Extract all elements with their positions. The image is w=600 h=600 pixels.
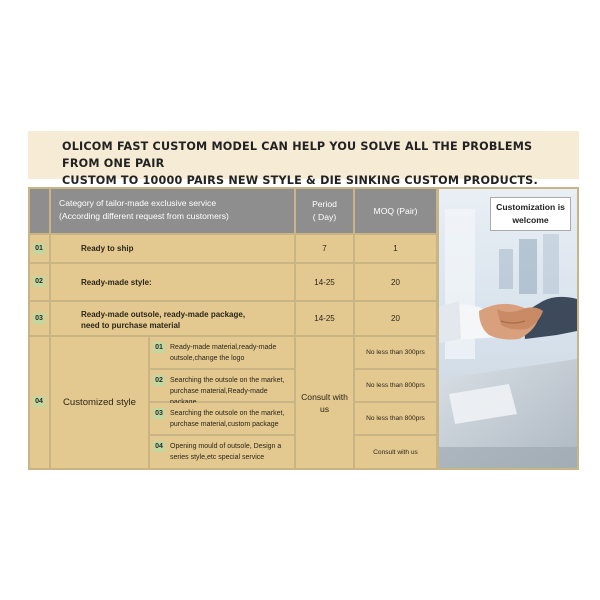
header-num-cell	[30, 189, 49, 233]
row-3-service	[51, 302, 294, 335]
custom-option-1-line-1: Ready-made material,ready-made	[170, 344, 277, 351]
custom-option-4	[150, 436, 294, 468]
customized-style-label: Customized style	[51, 337, 148, 468]
customized-period-line-1: Consult with	[301, 391, 348, 402]
header-category	[51, 189, 294, 233]
customized-period	[296, 337, 353, 468]
welcome-line-2: welcome	[512, 215, 549, 225]
row-3-period: 14-25	[296, 302, 353, 335]
row-2-service: Ready-made style:	[51, 264, 294, 300]
header-moq: MOQ (Pair)	[355, 189, 436, 233]
row-2-moq: 20	[355, 264, 436, 300]
custom-option-2-line-2: purchase material,Ready-made	[170, 388, 268, 395]
header-period-line-2: ( Day)	[312, 212, 337, 222]
headline-text	[62, 138, 562, 189]
row-1-service: Ready to ship	[51, 235, 294, 262]
headline-line-2: CUSTOM TO 10000 PAIRS NEW STYLE & DIE SINKING CUSTOM PRODUCTS.	[62, 174, 538, 187]
custom-option-3-line-2: purchase material,custom package	[170, 421, 279, 428]
header-category-line-1: Category of tailor-made exclusive service	[59, 198, 217, 208]
custom-option-1-num: 01	[153, 342, 165, 353]
custom-option-1	[150, 337, 294, 368]
custom-option-1-moq: No less than 300prs	[355, 337, 436, 368]
header-period-line-1: Period	[312, 199, 337, 209]
row-1-moq: 1	[355, 235, 436, 262]
row-2-num: 02	[33, 276, 45, 287]
headline-line-1: OLICOM FAST CUSTOM MODEL CAN HELP YOU SOLVE ALL THE PROBLEMS FROM ONE PAIR	[62, 140, 533, 170]
header-period	[296, 189, 353, 233]
custom-option-2	[150, 370, 294, 401]
row-3-service-line-1: Ready-made outsole, ready-made package,	[81, 310, 246, 319]
row-1-num: 01	[33, 243, 45, 254]
row-4-num: 04	[33, 396, 45, 407]
customized-period-line-2: us	[319, 403, 330, 414]
custom-option-3-line-1: Searching the outsole on the market,	[170, 410, 285, 417]
row-3-service-line-2: need to purchase material	[81, 321, 181, 330]
welcome-line-1: Customization is	[496, 202, 565, 212]
customization-welcome-badge	[490, 197, 571, 231]
custom-option-2-line-1: Searching the outsole on the market,	[170, 377, 285, 384]
custom-option-4-line-1: Opening mould of outsole, Design a	[170, 443, 282, 450]
row-1-period: 7	[296, 235, 353, 262]
custom-option-3	[150, 403, 294, 434]
row-3-num: 03	[33, 313, 45, 324]
custom-option-1-line-2: outsole,change the logo	[170, 355, 245, 362]
row-3-moq: 20	[355, 302, 436, 335]
header-category-line-2: (According different request from customers)	[59, 211, 229, 221]
row-2-period: 14-25	[296, 264, 353, 300]
custom-option-4-num: 04	[153, 441, 165, 452]
custom-option-2-moq: No less than 800prs	[355, 370, 436, 401]
custom-option-4-line-2: series style,etc special service	[170, 454, 265, 461]
custom-option-3-num: 03	[153, 408, 165, 419]
custom-option-2-num: 02	[153, 375, 165, 386]
custom-option-3-moq: No less than 800prs	[355, 403, 436, 434]
custom-option-4-moq: Consult with us	[355, 436, 436, 468]
